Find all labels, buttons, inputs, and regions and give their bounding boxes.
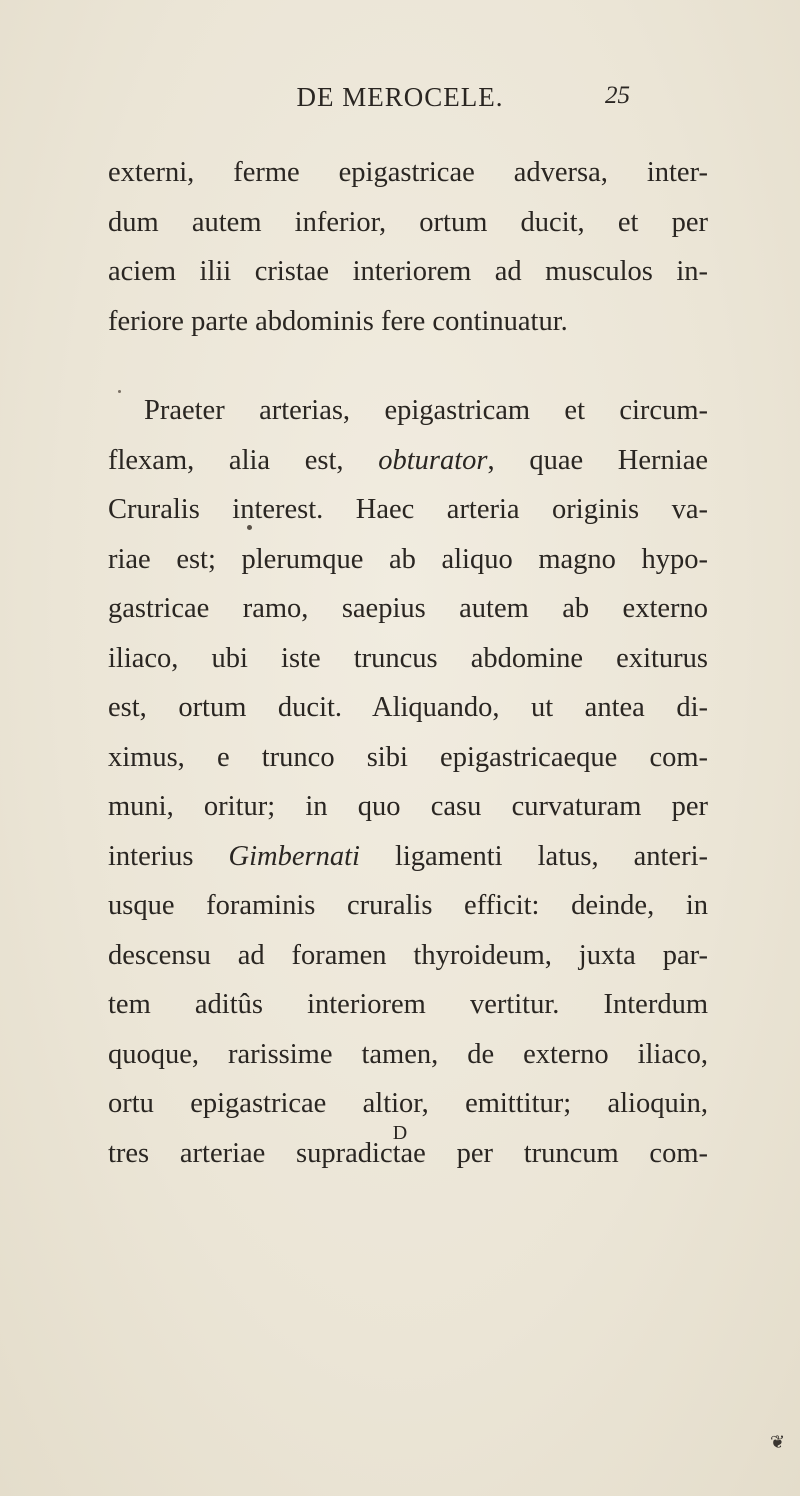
text-line: feriore parte abdominis fere continuatur. <box>108 305 568 337</box>
body-text <box>108 148 708 1178</box>
text-line: Cruralis interest. Haec arteria originis va- <box>108 494 708 525</box>
text-run: interius <box>108 840 229 872</box>
text-run: flexam, alia est, <box>108 444 379 476</box>
text-line: tem aditûs interiorem vertitur. Interdum <box>108 989 708 1020</box>
signature-mark: D <box>392 1122 408 1144</box>
text-line: muni, oritur; in quo casu curvaturam per <box>108 791 708 822</box>
text-run: , quae Herniae <box>487 444 708 476</box>
corner-mark: ❦ <box>770 1432 786 1452</box>
running-title: DE MEROCELE. <box>296 82 504 112</box>
text-line: dum autem inferior, ortum ducit, et per <box>108 206 708 238</box>
text-line <box>108 832 708 882</box>
text-line: aciem ilii cristae interiorem ad musculos in- <box>108 256 708 287</box>
running-head <box>0 82 800 122</box>
text-line: riae est; plerumque ab aliquo magno hypo- <box>108 543 708 575</box>
ink-speck <box>247 525 252 530</box>
text-line: iliaco, ubi iste truncus abdomine exiturus <box>108 642 708 674</box>
text-line <box>108 436 708 486</box>
ink-speck <box>118 390 121 393</box>
text-line: gastricae ramo, saepius autem ab externo <box>108 593 708 624</box>
text-line: ximus, e trunco sibi epigastricaeque com- <box>108 741 708 773</box>
text-line: est, ortum ducit. Aliquando, ut antea di- <box>108 692 708 723</box>
text-line: externi, ferme epigastricae adversa, inter- <box>108 157 708 188</box>
text-line: usque foraminis cruralis efficit: deinde, in <box>108 890 708 921</box>
paragraph-gap <box>108 346 708 386</box>
text-line: descensu ad foramen thyroideum, juxta par- <box>108 939 708 971</box>
text-run: ligamenti latus, anteri- <box>359 840 708 872</box>
italic-term-obturator: obturator <box>378 444 488 476</box>
text-line: ortu epigastricae altior, emittitur; alioquin, <box>108 1088 708 1119</box>
italic-term-gimbernati: Gimbernati <box>228 840 360 872</box>
page-number: 25 <box>605 82 630 109</box>
text-line: Praeter arterias, epigastricam et circum- <box>144 395 708 426</box>
text-line: quoque, rarissime tamen, de externo iliaco, <box>108 1038 708 1070</box>
text-line: tres arteriae supradictae per truncum com- <box>108 1137 708 1169</box>
